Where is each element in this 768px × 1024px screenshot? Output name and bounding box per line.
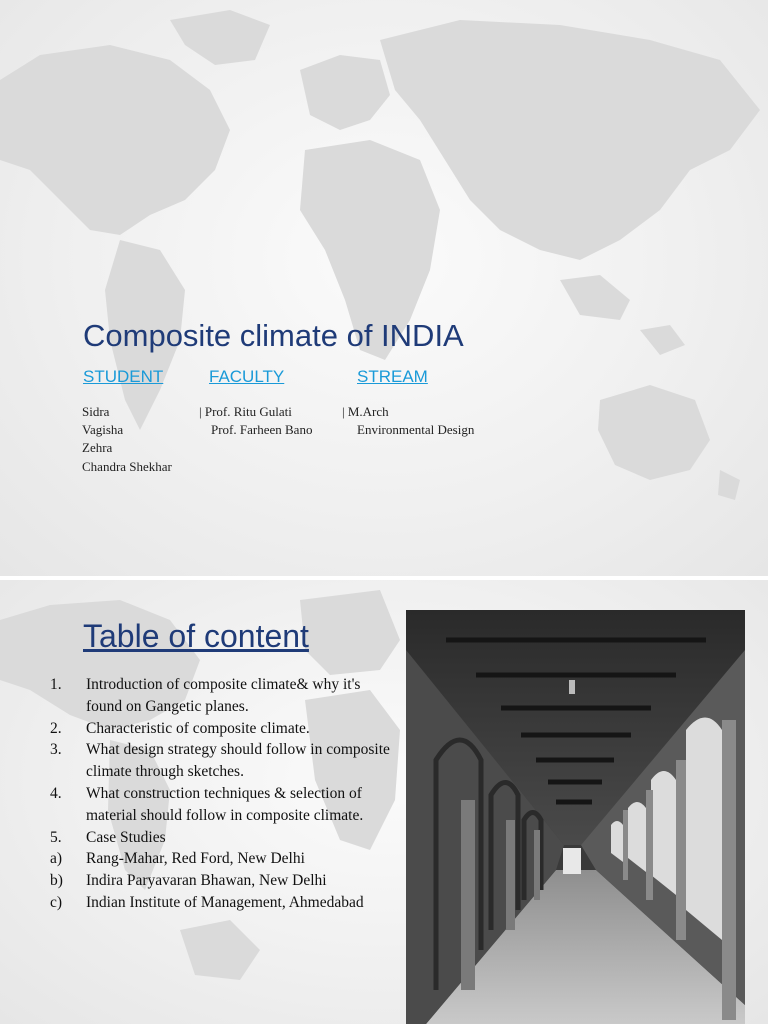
list-item-number: 1. — [50, 676, 62, 693]
list-item-number: 4. — [50, 784, 62, 802]
list-item — [50, 892, 400, 914]
list-item-text: Indira Paryavaran Bhawan, New Delhi — [86, 872, 327, 890]
table-of-content-list — [50, 674, 400, 914]
faculty-name: Prof. Farheen Bano — [211, 422, 313, 437]
list-item — [50, 848, 400, 870]
student-name: Zehra — [82, 440, 113, 455]
list-item — [50, 870, 400, 892]
stream-header-link[interactable]: STREAM — [357, 367, 428, 386]
list-item — [50, 827, 400, 849]
colonnade-photo — [406, 610, 745, 1024]
list-item-text: Introduction of composite climate& why it's found on Gangetic planes. — [86, 676, 361, 715]
list-item-number: b) — [50, 872, 63, 890]
list-item — [50, 718, 400, 740]
colonnade-corridor-icon — [406, 610, 745, 1024]
list-item-number: a) — [50, 850, 63, 868]
list-item-text: Indian Institute of Management, Ahmedabad — [86, 893, 364, 911]
stream-value: | M.Arch — [342, 404, 389, 419]
list-item — [50, 739, 400, 783]
list-item — [50, 783, 400, 827]
list-item-number: 2. — [50, 719, 62, 737]
faculty-name: | Prof. Ritu Gulati — [199, 404, 292, 419]
student-name: Sidra — [82, 404, 110, 419]
list-item-number: 3. — [50, 741, 62, 759]
list-item-text: What design strategy should follow in composite climate through sketches. — [86, 741, 390, 781]
stream-value: Environmental Design — [357, 422, 475, 437]
student-name: Chandra Shekhar — [82, 459, 172, 474]
list-item-number: c) — [50, 893, 63, 911]
student-header-link[interactable]: STUDENT — [83, 367, 164, 386]
list-item-text: Characteristic of composite climate. — [86, 719, 310, 737]
list-item — [50, 674, 400, 718]
student-name: Vagisha — [82, 422, 124, 437]
slide-title: Composite climate of INDIA — [83, 318, 464, 353]
list-item-number: 5. — [50, 828, 62, 846]
list-item-text: What construction techniques & selection of material should follow in composite climate. — [86, 784, 364, 824]
slide-title: Table of content — [83, 618, 309, 654]
list-item-text: Rang-Mahar, Red Ford, New Delhi — [86, 850, 305, 868]
faculty-header-link[interactable]: FACULTY — [209, 367, 285, 386]
table-of-content-slide — [0, 580, 768, 1024]
list-item-text: Case Studies — [86, 828, 166, 846]
